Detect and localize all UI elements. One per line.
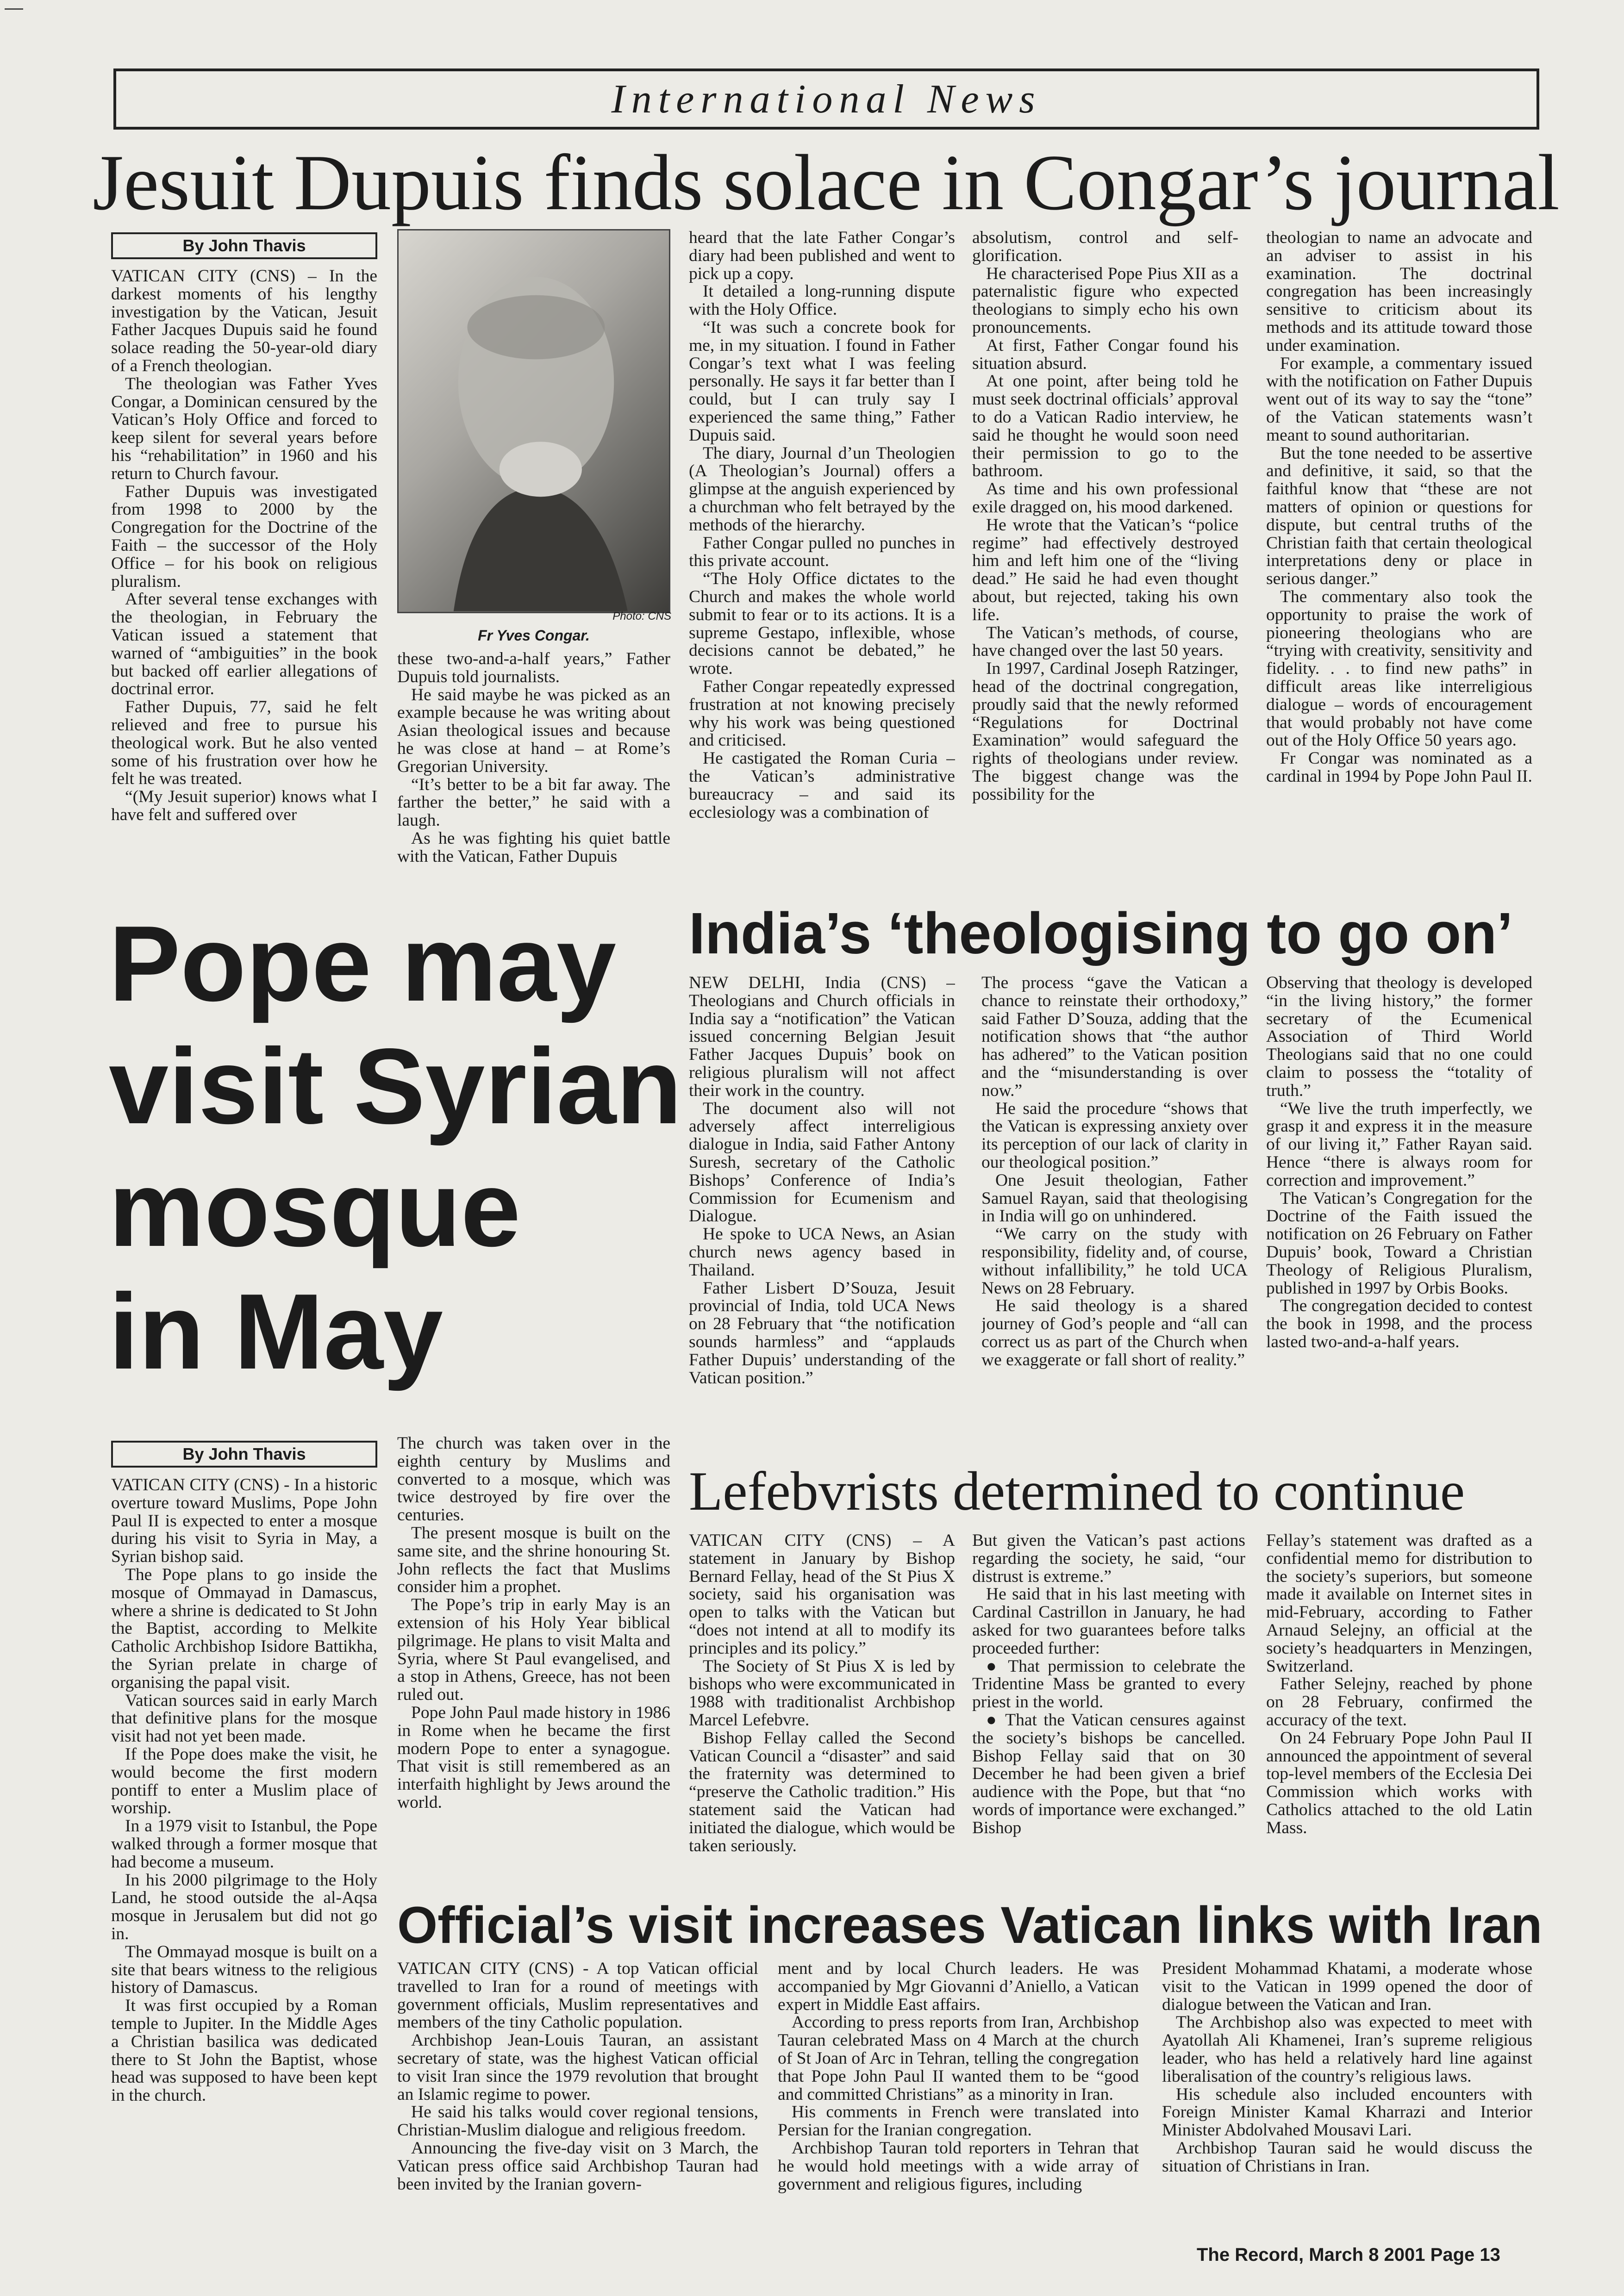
paragraph: Father Dupuis, 77, said he felt relieved and free to pursue his theological work. But he also vented some of his frustration over how he felt he was treated. bbox=[111, 697, 377, 789]
paragraph: At first, Father Congar found his situation absurd. bbox=[972, 336, 1238, 373]
article4-headline: Lefebvrists determined to continue bbox=[689, 1460, 1465, 1522]
paragraph: On 24 February Pope John Paul II announced the appointment of several top-level members of the Ecclesia Dei Commission which works with Catholics attached to the old Latin Mass. bbox=[1266, 1728, 1532, 1837]
paragraph: He said that in his last meeting with Cardinal Castrillon in January, he had asked for two guarantees before talks proceeded further: bbox=[972, 1585, 1245, 1658]
paragraph: ● That permission to celebrate the Tridentine Mass be granted to every priest in the world. bbox=[972, 1656, 1245, 1712]
article1-byline: By John Thavis bbox=[111, 232, 377, 259]
section-header bbox=[113, 68, 1539, 130]
paragraph: His schedule also included encounters with Foreign Minister Kamal Kharrazi and Interior Minister Abdolvahed Mousavi Lari. bbox=[1162, 2084, 1532, 2140]
paragraph: In 1997, Cardinal Joseph Ratzinger, head of the doctrinal congregation, proudly said that the newly reformed “Regulations for Doctrinal Examination” would safeguard the rights of theologians under review. The biggest change was the possibility for the bbox=[972, 659, 1238, 804]
paragraph: He characterised Pope Pius XII as a paternalistic figure who expected theologians to simply echo his own pronouncements. bbox=[972, 264, 1238, 337]
article3-col1 bbox=[689, 974, 955, 1453]
paragraph: The Pope plans to go inside the mosque of Ommayad in Damascus, where a shrine is dedicated to St John the Baptist, according to Melkite Catholic Archbishop Isidore Battikha, the Syrian prelate in charge of organising the papal visit. bbox=[111, 1565, 377, 1692]
paragraph: VATICAN CITY (CNS) – A statement in January by Bishop Bernard Fellay, head of the St Pius X society, said his organisation was open to talks with the Vatican but “does not intend at all to modify its principles and its policy.” bbox=[689, 1532, 955, 1658]
article5-col2 bbox=[778, 1960, 1139, 2238]
paragraph: VATICAN CITY (CNS) - A top Vatican official travelled to Iran for a round of meetings with government officials, Muslim representatives and members of the tiny Catholic population. bbox=[397, 1960, 758, 2032]
paragraph: The diary, Journal d’un Theologien (A Theologian’s Journal) offers a glimpse at the anguish experienced by a churchman who felt betrayed by the methods of the hierarchy. bbox=[689, 443, 955, 535]
article2-byline: By John Thavis bbox=[111, 1441, 377, 1468]
paragraph: His comments in French were translated into Persian for the Iranian congregation. bbox=[778, 2103, 1139, 2140]
paragraph: Fr Congar was nominated as a cardinal in 1994 by Pope John Paul II. bbox=[1266, 749, 1532, 786]
paragraph: The Vatican’s Congregation for the Doctrine of the Faith issued the notification on 26 February on Father Dupuis’ book, Toward a Christian Theology of Religious Pluralism, published in 1997 by Orbis Books. bbox=[1266, 1188, 1532, 1298]
paragraph: Father Congar pulled no punches in this private account. bbox=[689, 533, 955, 571]
article2-headline-line4: in May bbox=[109, 1272, 443, 1392]
paragraph: According to press reports from Iran, Archbishop Tauran celebrated Mass on 4 March at the church of St Joan of Arc in Tehran, telling the congregation that Pope John Paul II wanted them to be “good and committed Christians” as a minority in Iran. bbox=[778, 2013, 1139, 2104]
paragraph: Father Lisbert D’Souza, Jesuit provincial of India, told UCA News on 28 February that “the notification sounds harmless” and “applauds Father Dupuis’ understanding of the Vatican position.” bbox=[689, 1278, 955, 1388]
article3-col3 bbox=[1266, 974, 1532, 1453]
paragraph: The Vatican’s methods, of course, have changed over the last 50 years. bbox=[972, 623, 1238, 660]
page-footer: The Record, March 8 2001 Page 13 bbox=[1197, 2245, 1500, 2265]
paragraph: The document also will not adversely affect interreligious dialogue in India, said Father Antony Suresh, secretary of the Catholic Bishops’ Conference of India’s Commission for Ecumenism and Dialogue. bbox=[689, 1099, 955, 1226]
article1-col2 bbox=[397, 650, 670, 891]
paragraph: Archbishop Jean-Louis Tauran, an assistant secretary of state, was the highest Vatican official to visit Iran since the 1979 revolution that brought an Islamic regime to power. bbox=[397, 2031, 758, 2104]
paragraph: After several tense exchanges with the theologian, in February the Vatican issued a statement that warned of “ambiguities” in the book but backed off earlier allegations of doctrinal error. bbox=[111, 590, 377, 699]
paragraph: For example, a commentary issued with the notification on Father Dupuis went out of its way to say the “tone” of the Vatican statements wasn’t meant to sound authoritarian. bbox=[1266, 354, 1532, 445]
paragraph: He spoke to UCA News, an Asian church news agency based in Thailand. bbox=[689, 1225, 955, 1280]
photo-credit: Photo: CNS bbox=[612, 610, 671, 622]
paragraph: The Pope’s trip in early May is an extension of his Holy Year biblical pilgrimage. He plans to visit Malta and Syria, where St Paul evangelised, and a stop in Athens, Greece, has not been ruled out. bbox=[397, 1595, 670, 1705]
paragraph: theologian to name an advocate and an adviser to assist in his examination. The doctrinal congregation has been increasingly sensitive to criticism about its methods and its attitude toward those under examination. bbox=[1266, 229, 1532, 355]
paragraph: If the Pope does make the visit, he would become the first modern pontiff to enter a Muslim place of worship. bbox=[111, 1744, 377, 1818]
article3-headline: India’s ‘theologising to go on’ bbox=[689, 901, 1513, 966]
paragraph: It was first occupied by a Roman temple to Jupiter. In the Middle Ages a Christian basilica was dedicated there to St John the Baptist, whose head was supposed to have been kept in the church. bbox=[111, 1996, 377, 2105]
article5-col1 bbox=[397, 1960, 758, 2238]
paragraph: The commentary also took the opportunity to praise the work of pioneering theologians who are “trying with creativity, sensitivity and fidelity. . . to find new paths” in difficult areas like interreligious dialogue – words of encouragement that would probably not have come out of the Holy Office 50 years ago. bbox=[1266, 587, 1532, 750]
paragraph: But the tone needed to be assertive and definitive, it said, so that the faithful know that “these are not matters of opinion or questions for dispute, but central truths of the Christian faith that certain theological interpretations deny or place in serious danger.” bbox=[1266, 443, 1532, 589]
paragraph: It detailed a long-running dispute with the Holy Office. bbox=[689, 282, 955, 319]
article2-headline-line3: mosque bbox=[109, 1149, 521, 1269]
paragraph: Archbishop Tauran said he would discuss the situation of Christians in Iran. bbox=[1162, 2138, 1532, 2176]
crop-mark bbox=[5, 8, 23, 10]
article1-col4 bbox=[972, 229, 1238, 891]
paragraph: “We live the truth imperfectly, we grasp it and express it in the measure of our living it,” Father Rayan said. Hence “there is always room for correction and improvement.” bbox=[1266, 1099, 1532, 1190]
paragraph: The church was taken over in the eighth century by Muslims and converted to a mosque, which was twice destroyed by fire over the centuries. bbox=[397, 1435, 670, 1525]
paragraph: The theologian was Father Yves Congar, a Dominican censured by the Vatican’s Holy Office and forced to keep silent for several years before his “rehabilitation” in 1960 and his return to Church favour. bbox=[111, 374, 377, 483]
paragraph: Vatican sources said in early March that definitive plans for the mosque visit had not yet been made. bbox=[111, 1691, 377, 1746]
paragraph: Observing that theology is developed “in the living history,” the former secretary of the Ecumenical Association of Third World Theologians said that no one could claim to possess the “totality of truth.” bbox=[1266, 974, 1532, 1100]
paragraph: As he was fighting his quiet battle with the Vatican, Father Dupuis bbox=[397, 828, 670, 866]
paragraph: The present mosque is built on the same site, and the shrine honouring St. John reflects the fact that Muslims consider him a prophet. bbox=[397, 1523, 670, 1597]
article1-headline: Jesuit Dupuis finds solace in Congar’s journal bbox=[93, 139, 1560, 227]
paragraph: But given the Vatican’s past actions regarding the society, he said, “our distrust is extreme.” bbox=[972, 1532, 1245, 1586]
paragraph: The Archbishop also was expected to meet with Ayatollah Ali Khamenei, Iran’s supreme religious leader, who has held a relatively hard line against liberalisation of the country’s religious laws. bbox=[1162, 2013, 1532, 2086]
article2-col2 bbox=[397, 1435, 670, 1884]
article1-col1 bbox=[111, 268, 377, 890]
paragraph: Father Congar repeatedly expressed frustration at not knowing precisely why his work was being questioned and criticised. bbox=[689, 677, 955, 750]
paragraph: He wrote that the Vatican’s “police regime” had effectively destroyed him and left him one of the “living dead.” He said he had even thought about, but rejected, taking his own life. bbox=[972, 515, 1238, 624]
paragraph: ● That the Vatican censures against the society’s bishops be cancelled. Bishop Fellay said that on 30 December he had been given a brief audience with the Pope, but that “no words of importance were exchanged.” Bishop bbox=[972, 1710, 1245, 1837]
paragraph: “We carry on the study with responsibility, fidelity and, of course, without infallibility,” he told UCA News on 28 February. bbox=[981, 1225, 1248, 1298]
paragraph: He said the procedure “shows that the Vatican is expressing anxiety over its perception of our lack of clarity in our theological position.” bbox=[981, 1099, 1248, 1172]
photo-caption: Fr Yves Congar. bbox=[478, 627, 590, 644]
paragraph: He said maybe he was picked as an example because he was writing about Asian theological issues and because he was close at hand – at Rome’s Gregorian University. bbox=[397, 685, 670, 776]
paragraph: Announcing the five-day visit on 3 March, the Vatican press office said Archbishop Tauran had been invited by the Iranian govern- bbox=[397, 2138, 758, 2194]
paragraph: absolutism, control and self-glorification. bbox=[972, 229, 1238, 265]
paragraph: heard that the late Father Congar’s diary had been published and went to pick up a copy. bbox=[689, 229, 955, 283]
paragraph: Fellay’s statement was drafted as a confidential memo for distribution to the society’s superiors, but someone made it available on Internet sites in mid-February, according to Father Arnaud Selejny, an official at the society’s headquarters in Menzingen, Switzerland. bbox=[1266, 1532, 1532, 1676]
paragraph: ment and by local Church leaders. He was accompanied by Mgr Giovanni d’Aniello, a Vatican expert in Middle East affairs. bbox=[778, 1960, 1139, 2014]
section-title: International News bbox=[611, 76, 1042, 122]
paragraph: The Ommayad mosque is built on a site that bears witness to the religious history of Damascus. bbox=[111, 1942, 377, 1997]
paragraph: One Jesuit theologian, Father Samuel Rayan, said that theologising in India will go on unhindered. bbox=[981, 1170, 1248, 1226]
paragraph: VATICAN CITY (CNS) – In the darkest moments of his lengthy investigation by the Vatican, Jesuit Father Jacques Dupuis said he found solace reading the 50-year-old diary of a French theologian. bbox=[111, 268, 377, 375]
paragraph: “It was such a concrete book for me, in my situation. I found in Father Congar’s text what I was feeling personally. He says it far better than I could, but I can truly say I experienced the same thing,” Father Dupuis said. bbox=[689, 317, 955, 445]
article2-headline-line2: visit Syrian bbox=[109, 1027, 682, 1146]
paragraph: The Society of St Pius X is led by bishops who were excommunicated in 1988 with traditionalist Archbishop Marcel Lefebvre. bbox=[689, 1656, 955, 1730]
paragraph: President Mohammad Khatami, a moderate whose visit to the Vatican in 1999 opened the door of dialogue between the Vatican and Iran. bbox=[1162, 1960, 1532, 2014]
article5-col3 bbox=[1162, 1960, 1532, 2238]
article4-col3 bbox=[1266, 1532, 1532, 1884]
paragraph: Father Dupuis was investigated from 1998 to 2000 by the Congregation for the Doctrine of the Faith – the successor of the Holy Office – for his book on religious pluralism. bbox=[111, 482, 377, 591]
paragraph: At one point, after being told he must seek doctrinal officials’ approval to do a Vatican Radio interview, he said he thought he would soon need their permission to go to the bathroom. bbox=[972, 372, 1238, 481]
article2-headline-line1: Pope may bbox=[109, 904, 616, 1024]
paragraph: “It’s better to be a bit far away. The farther the better,” he said with a laugh. bbox=[397, 775, 670, 830]
congar-photo bbox=[397, 229, 670, 613]
paragraph: Pope John Paul made history in 1986 in Rome when he became the first modern Pope to enter a synagogue. That visit is still remembered as an interfaith highlight by Jews around the world. bbox=[397, 1703, 670, 1812]
paragraph: In his 2000 pilgrimage to the Holy Land, he stood outside the al-Aqsa mosque in Jerusalem but did not go in. bbox=[111, 1870, 377, 1943]
article3-col2 bbox=[981, 974, 1248, 1453]
paragraph: VATICAN CITY (CNS) - In a historic overture toward Muslims, Pope John Paul II is expected to enter a mosque during his visit to Syria in May, a Syrian bishop said. bbox=[111, 1476, 377, 1567]
article2-col1 bbox=[111, 1476, 377, 2226]
article5-headline: Official’s visit increases Vatican links with Iran bbox=[397, 1896, 1543, 1954]
article2-headline bbox=[109, 902, 682, 1393]
paragraph: these two-and-a-half years,” Father Dupuis told journalists. bbox=[397, 650, 670, 686]
paragraph: He castigated the Roman Curia – the Vatican’s administrative bureaucracy – and said its ecclesiology was a combination of bbox=[689, 749, 955, 822]
paragraph: Father Selejny, reached by phone on 28 February, confirmed the accuracy of the text. bbox=[1266, 1674, 1532, 1730]
paragraph: The congregation decided to contest the book in 1998, and the process lasted two-and-a-half years. bbox=[1266, 1296, 1532, 1351]
paragraph: He said theology is a shared journey of God’s people and “all can correct us as part of the Church when we exaggerate or fall short of reality.” bbox=[981, 1296, 1248, 1369]
paragraph: Archbishop Tauran told reporters in Tehran that he would hold meetings with a wide array of government and religious figures, including bbox=[778, 2138, 1139, 2194]
paragraph: “(My Jesuit superior) knows what I have felt and suffered over bbox=[111, 787, 377, 824]
paragraph: NEW DELHI, India (CNS) – Theologians and Church officials in India say a “notification” the Vatican issued concerning Belgian Jesuit Father Jacques Dupuis’ book on religious pluralism will not affect their work in the country. bbox=[689, 974, 955, 1100]
article4-col1 bbox=[689, 1532, 955, 1884]
portrait-image bbox=[399, 230, 669, 612]
paragraph: As time and his own professional exile dragged on, his mood darkened. bbox=[972, 479, 1238, 516]
paragraph: Bishop Fellay called the Second Vatican Council a “disaster” and said the fraternity was determined to “preserve the Catholic tradition.” His statement said the Vatican had initiated the dialogue, which would be taken seriously. bbox=[689, 1728, 955, 1855]
article4-col2 bbox=[972, 1532, 1245, 1884]
article1-col5 bbox=[1266, 229, 1532, 891]
paragraph: In a 1979 visit to Istanbul, the Pope walked through a former mosque that had become a museum. bbox=[111, 1817, 377, 1872]
paragraph: He said his talks would cover regional tensions, Christian-Muslim dialogue and religious freedom. bbox=[397, 2103, 758, 2140]
article1-col3 bbox=[689, 229, 955, 891]
paragraph: “The Holy Office dictates to the Church and makes the whole world submit to fear or to its actions. It is a supreme Gestapo, inflexible, whose decisions cannot be debated,” he wrote. bbox=[689, 569, 955, 678]
paragraph: The process “gave the Vatican a chance to reinstate their orthodoxy,” said Father D’Souza, adding that the notification shows that “the author has adhered” to the Vatican position and the “misunderstanding is over now.” bbox=[981, 974, 1248, 1100]
